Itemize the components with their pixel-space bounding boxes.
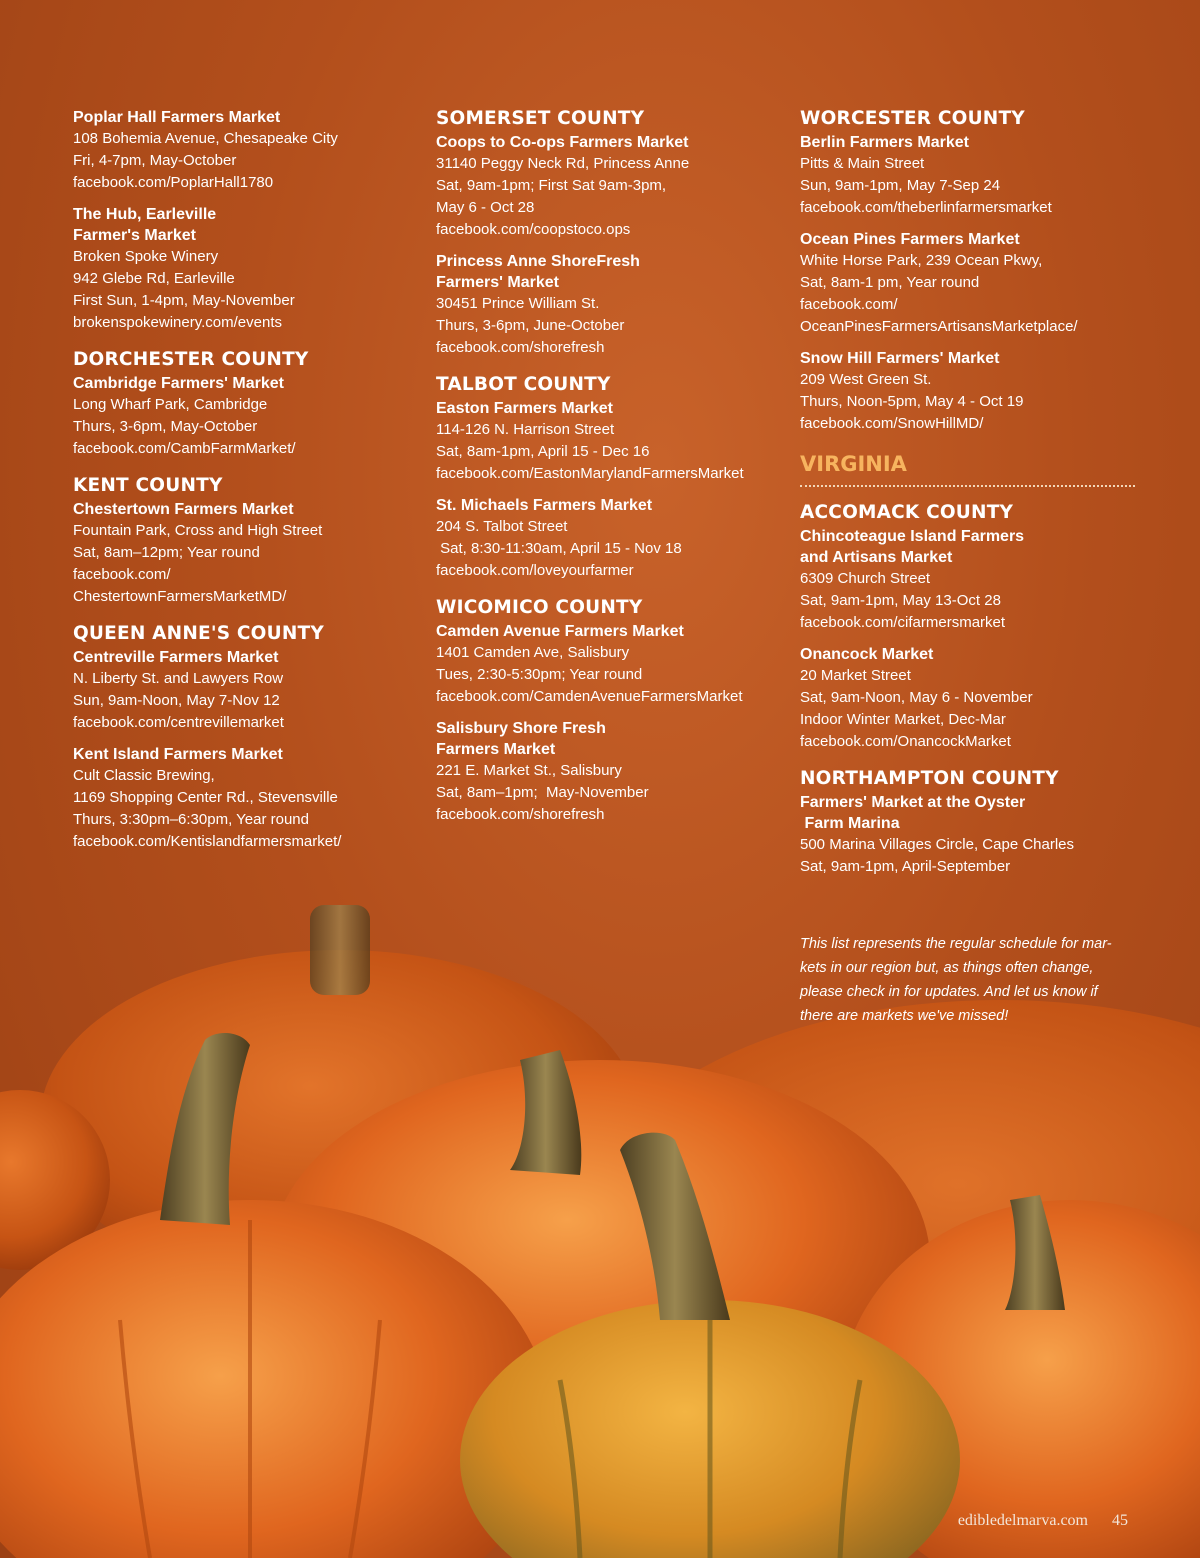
note-line: there are markets we've missed! — [800, 1008, 1009, 1024]
market-detail: 31140 Peggy Neck Rd, Princess Anne — [436, 155, 690, 172]
market-entry — [800, 348, 1135, 435]
county-heading: QUEEN ANNE'S COUNTY — [73, 623, 324, 644]
market-entry — [436, 398, 776, 485]
site-url[interactable]: edibledelmarva.com — [957, 1512, 1088, 1529]
market-detail: Thurs, 3-6pm, June-October — [436, 317, 625, 334]
market-name: Kent Island Farmers Market — [73, 746, 283, 763]
market-entry — [73, 107, 403, 194]
market-entry — [436, 132, 776, 241]
market-link[interactable]: facebook.com/OnancockMarket — [800, 733, 1011, 750]
market-detail: 108 Bohemia Avenue, Chesapeake City — [73, 130, 338, 147]
market-detail: 1169 Shopping Center Rd., Stevensville — [73, 789, 338, 806]
state-heading: VIRGINIA — [800, 452, 907, 476]
market-name: Farm Marina — [800, 815, 900, 832]
market-link[interactable]: facebook.com/ — [73, 566, 171, 583]
market-detail: Thurs, 3-6pm, May-October — [73, 418, 258, 435]
market-name: Easton Farmers Market — [436, 400, 613, 417]
market-name: Poplar Hall Farmers Market — [73, 109, 281, 126]
dotted-divider — [800, 485, 1135, 487]
market-detail: 221 E. Market St., Salisbury — [436, 762, 622, 779]
market-name: Chestertown Farmers Market — [73, 501, 294, 518]
market-detail: Sat, 8am-1pm, April 15 - Dec 16 — [436, 443, 650, 460]
market-entry — [436, 251, 776, 359]
market-link[interactable]: facebook.com/coopstoco.ops — [436, 221, 631, 238]
market-name: Farmers Market — [436, 741, 556, 758]
market-name: Salisbury Shore Fresh — [436, 720, 606, 737]
column-right — [800, 107, 1135, 888]
market-name: Ocean Pines Farmers Market — [800, 231, 1020, 248]
market-detail: Long Wharf Park, Cambridge — [73, 396, 268, 413]
market-name: Camden Avenue Farmers Market — [436, 623, 684, 640]
market-detail: 1401 Camden Ave, Salisbury — [436, 644, 630, 661]
market-name: Snow Hill Farmers' Market — [800, 350, 1000, 367]
market-detail: Sat, 9am-1pm, April-September — [800, 858, 1011, 875]
market-link[interactable]: brokenspokewinery.com/events — [73, 314, 282, 331]
market-entry — [73, 373, 403, 460]
county-heading: ACCOMACK COUNTY — [800, 502, 1014, 523]
market-link[interactable]: ChestertownFarmersMarketMD/ — [73, 588, 287, 605]
market-link[interactable]: facebook.com/PoplarHall1780 — [73, 174, 274, 191]
market-entry — [436, 495, 776, 582]
market-name: Farmer's Market — [73, 227, 196, 244]
county-heading: WICOMICO COUNTY — [436, 597, 643, 618]
market-link[interactable]: facebook.com/loveyourfarmer — [436, 562, 634, 579]
market-name: Onancock Market — [800, 646, 934, 663]
market-detail: Sun, 9am-1pm, May 7-Sep 24 — [800, 177, 1001, 194]
market-detail: N. Liberty St. and Lawyers Row — [73, 670, 284, 687]
market-detail: 500 Marina Villages Circle, Cape Charles — [800, 836, 1075, 853]
market-detail: 6309 Church Street — [800, 570, 931, 587]
market-link[interactable]: facebook.com/cifarmersmarket — [800, 614, 1006, 631]
market-link[interactable]: facebook.com/theberlinfarmersmarket — [800, 199, 1052, 216]
market-entry — [73, 647, 403, 734]
market-detail: White Horse Park, 239 Ocean Pkwy, — [800, 252, 1043, 269]
note-line: please check in for updates. And let us know if — [800, 984, 1098, 1000]
market-name: Cambridge Farmers' Market — [73, 375, 284, 392]
market-name: The Hub, Earleville — [73, 206, 217, 223]
market-detail: Sat, 8am-1 pm, Year round — [800, 274, 980, 291]
market-entry — [800, 644, 1135, 753]
market-detail: Sat, 8am–12pm; Year round — [73, 544, 260, 561]
market-detail: Thurs, Noon-5pm, May 4 - Oct 19 — [800, 393, 1024, 410]
market-name: Princess Anne ShoreFresh — [436, 253, 640, 270]
market-link[interactable]: facebook.com/CamdenAvenueFarmersMarket — [436, 688, 743, 705]
market-detail: Sat, 8:30-11:30am, April 15 - Nov 18 — [436, 540, 682, 557]
page-footer — [934, 1512, 1128, 1530]
county-heading: NORTHAMPTON COUNTY — [800, 768, 1059, 789]
market-entry — [800, 229, 1135, 338]
market-detail: Fountain Park, Cross and High Street — [73, 522, 323, 539]
market-detail: 114-126 N. Harrison Street — [436, 421, 615, 438]
market-detail: Cult Classic Brewing, — [73, 767, 215, 784]
note-line: This list represents the regular schedule for mar- — [800, 936, 1112, 952]
column-left — [73, 107, 403, 863]
market-detail: Thurs, 3:30pm–6:30pm, Year round — [73, 811, 309, 828]
market-link[interactable]: facebook.com/EastonMarylandFarmersMarket — [436, 465, 744, 482]
market-name: Farmers' Market at the Oyster — [800, 794, 1026, 811]
market-name: Centreville Farmers Market — [73, 649, 279, 666]
market-entry — [800, 132, 1135, 219]
market-link[interactable]: facebook.com/shorefresh — [436, 806, 605, 823]
market-detail: Indoor Winter Market, Dec-Mar — [800, 711, 1006, 728]
market-link[interactable]: facebook.com/Kentislandfarmersmarket/ — [73, 833, 342, 850]
market-detail: May 6 - Oct 28 — [436, 199, 535, 216]
market-detail: Sat, 9am-1pm, May 13-Oct 28 — [800, 592, 1001, 609]
market-detail: Sun, 9am-Noon, May 7-Nov 12 — [73, 692, 280, 709]
market-name: Berlin Farmers Market — [800, 134, 969, 151]
market-link[interactable]: facebook.com/centrevillemarket — [73, 714, 284, 731]
market-detail: Tues, 2:30-5:30pm; Year round — [436, 666, 643, 683]
market-link[interactable]: facebook.com/ — [800, 296, 898, 313]
market-detail: 209 West Green St. — [800, 371, 932, 388]
market-detail: Pitts & Main Street — [800, 155, 925, 172]
market-link[interactable]: facebook.com/SnowHillMD/ — [800, 415, 984, 432]
county-heading: SOMERSET COUNTY — [436, 108, 645, 129]
market-name: Coops to Co-ops Farmers Market — [436, 134, 689, 151]
market-name: Farmers' Market — [436, 274, 559, 291]
market-detail: Fri, 4-7pm, May-October — [73, 152, 237, 169]
market-entry — [73, 499, 403, 608]
market-detail: Sat, 9am-Noon, May 6 - November — [800, 689, 1033, 706]
market-name: St. Michaels Farmers Market — [436, 497, 653, 514]
market-detail: First Sun, 1-4pm, May-November — [73, 292, 295, 309]
market-entry — [436, 718, 776, 826]
market-detail: 20 Market Street — [800, 667, 911, 684]
market-detail: Broken Spoke Winery — [73, 248, 219, 265]
market-detail: 942 Glebe Rd, Earleville — [73, 270, 235, 287]
note-line: kets in our region but, as things often change, — [800, 960, 1094, 976]
market-detail: 30451 Prince William St. — [436, 295, 600, 312]
market-detail: Sat, 9am-1pm; First Sat 9am-3pm, — [436, 177, 667, 194]
market-entry — [73, 204, 403, 334]
county-heading: DORCHESTER COUNTY — [73, 349, 309, 370]
market-detail: 204 S. Talbot Street — [436, 518, 568, 535]
page-number: 45 — [1112, 1512, 1128, 1529]
market-name: Chincoteague Island Farmers — [800, 528, 1025, 545]
market-link[interactable]: facebook.com/shorefresh — [436, 339, 605, 356]
county-heading: WORCESTER COUNTY — [800, 108, 1025, 129]
market-link[interactable]: OceanPinesFarmersArtisansMarketplace/ — [800, 318, 1078, 335]
disclaimer-note — [800, 932, 1130, 1028]
market-detail: Sat, 8am–1pm; May-November — [436, 784, 649, 801]
market-entry — [800, 526, 1135, 634]
market-name: and Artisans Market — [800, 549, 953, 566]
market-link[interactable]: facebook.com/CambFarmMarket/ — [73, 440, 296, 457]
county-heading: TALBOT COUNTY — [436, 374, 611, 395]
market-entry — [800, 792, 1135, 878]
county-heading: KENT COUNTY — [73, 475, 223, 496]
column-middle — [436, 107, 776, 836]
market-entry — [436, 621, 776, 708]
market-entry — [73, 744, 403, 853]
